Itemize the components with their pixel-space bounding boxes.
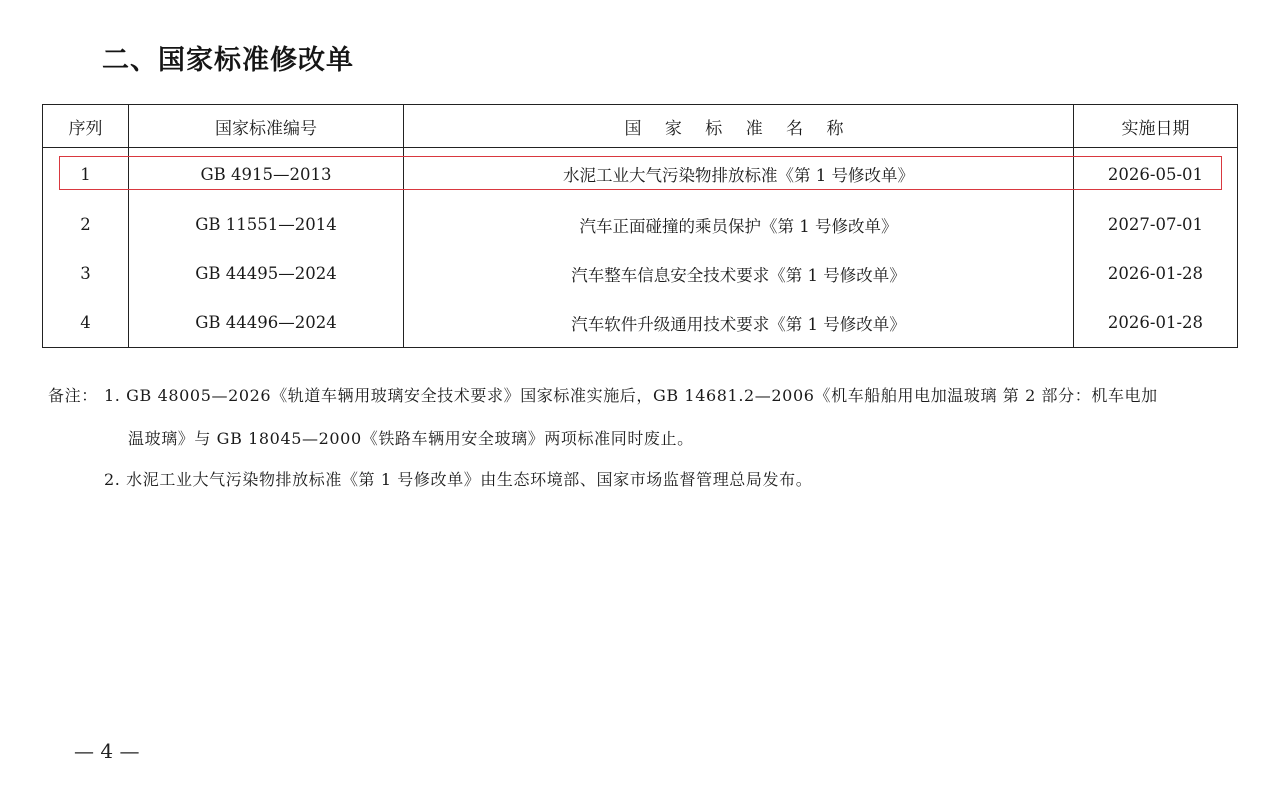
header-implementation-date: 实施日期 — [1074, 105, 1238, 148]
cell-seq: 3 — [43, 249, 129, 298]
cell-date: 2026-01-28 — [1074, 249, 1238, 298]
cell-name: 汽车软件升级通用技术要求《第 1 号修改单》 — [404, 298, 1074, 348]
cell-code: GB 44496—2024 — [129, 298, 404, 348]
cell-date: 2026-01-28 — [1074, 298, 1238, 348]
cell-name: 汽车正面碰撞的乘员保护《第 1 号修改单》 — [404, 200, 1074, 249]
cell-date: 2027-07-01 — [1074, 200, 1238, 249]
header-standard-code: 国家标准编号 — [129, 105, 404, 148]
cell-name: 汽车整车信息安全技术要求《第 1 号修改单》 — [404, 249, 1074, 298]
table-header-row — [43, 105, 1238, 148]
section-title: 二、国家标准修改单 — [102, 45, 354, 76]
cell-code: GB 11551—2014 — [129, 200, 404, 249]
note-2: 2. 水泥工业大气污染物排放标准《第 1 号修改单》由生态环境部、国家市场监督管理总局发布。 — [104, 470, 813, 489]
header-standard-name: 国 家 标 准 名 称 — [404, 105, 1074, 148]
table-row — [43, 249, 1238, 298]
page-number: — 4 — — [74, 739, 140, 763]
header-seq: 序列 — [43, 105, 129, 148]
note-1-line-1: 1. GB 48005—2026《轨道车辆用玻璃安全技术要求》国家标准实施后，GB 14681.2—2006《机车船舶用电加温玻璃 第 2 部分：机车电加 — [104, 386, 1158, 405]
cell-code: GB 4915—2013 — [129, 148, 404, 201]
cell-code: GB 44495—2024 — [129, 249, 404, 298]
note-1-line-2: 温玻璃》与 GB 18045—2000《铁路车辆用安全玻璃》两项标准同时废止。 — [128, 429, 694, 448]
cell-date: 2026-05-01 — [1074, 148, 1238, 201]
table-row — [43, 148, 1238, 201]
notes-label: 备注： — [48, 386, 98, 405]
table-row — [43, 298, 1238, 348]
cell-seq: 4 — [43, 298, 129, 348]
cell-seq: 1 — [43, 148, 129, 201]
table-row — [43, 200, 1238, 249]
cell-name: 水泥工业大气污染物排放标准《第 1 号修改单》 — [404, 148, 1074, 201]
standards-table — [42, 104, 1238, 348]
cell-seq: 2 — [43, 200, 129, 249]
